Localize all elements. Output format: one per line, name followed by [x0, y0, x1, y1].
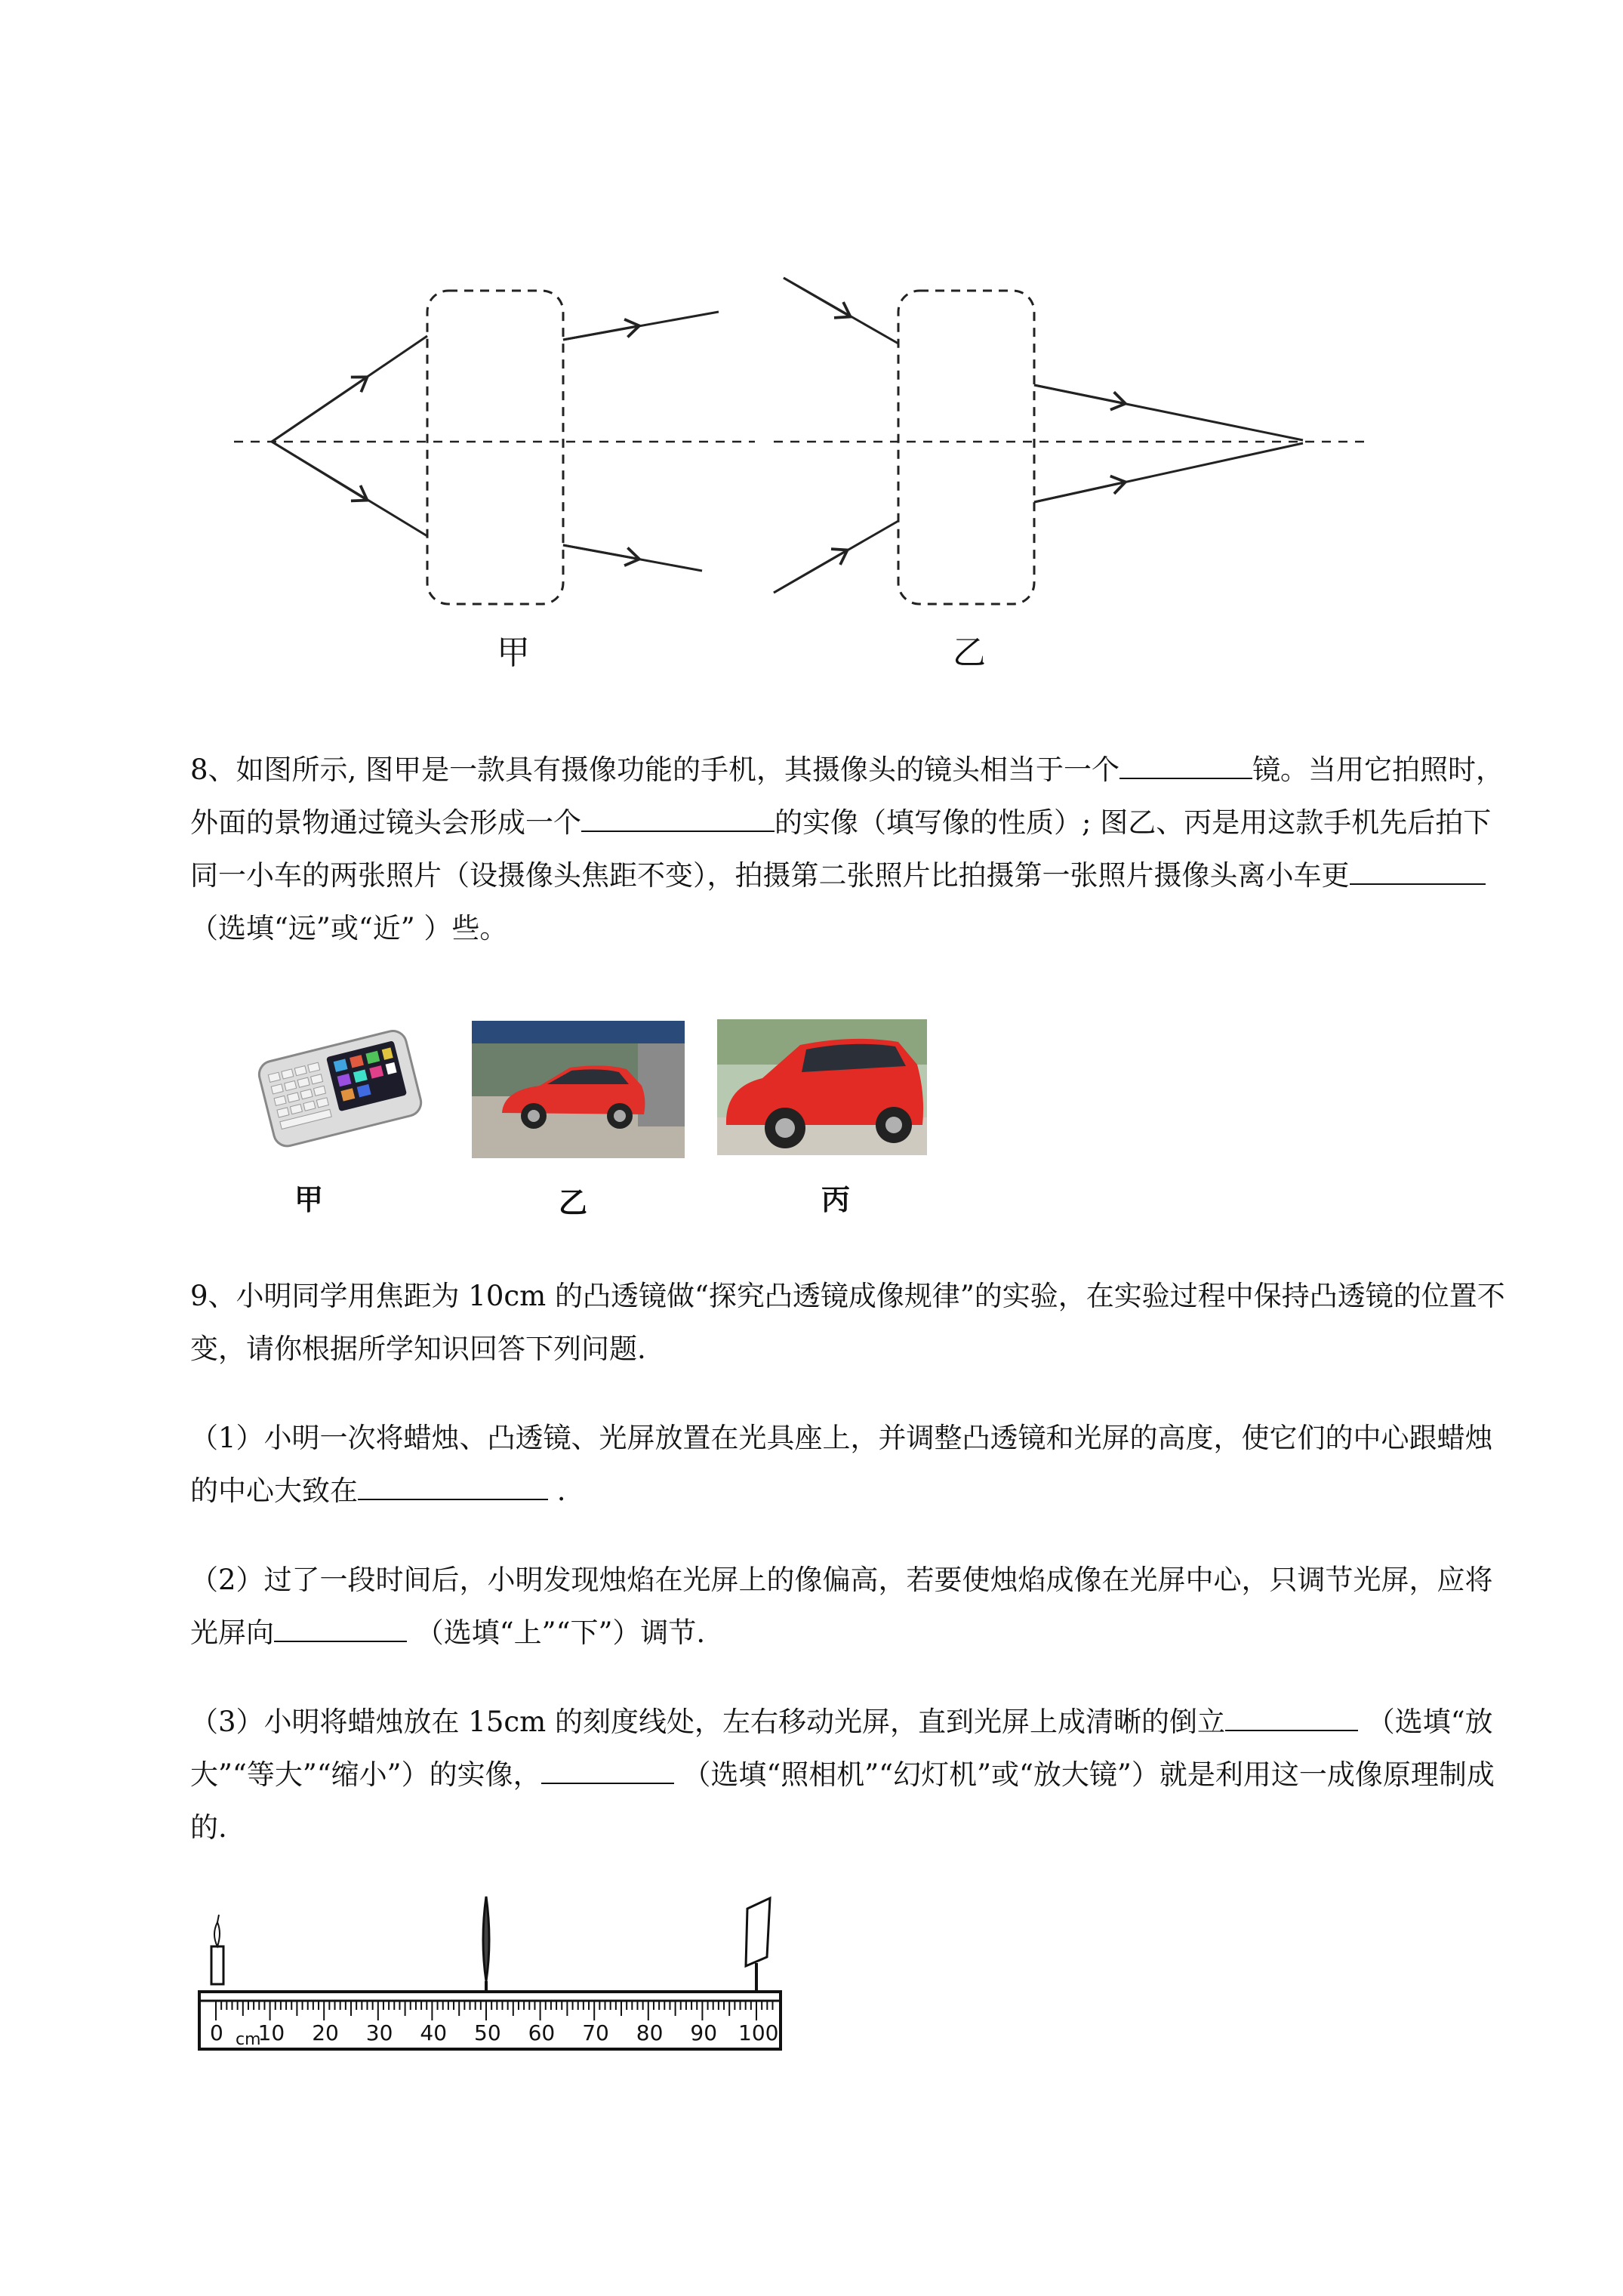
q8-blank-2[interactable]: [581, 800, 775, 832]
lens-ray-diagram: [0, 0, 1623, 680]
phone-image: [249, 1019, 427, 1155]
question-9-sub2: [190, 1554, 1519, 1660]
car-photo-bing: [717, 1019, 927, 1155]
bench-tick-label: 70: [582, 2020, 609, 2045]
label-yi: 乙: [953, 633, 986, 672]
question-8: [190, 744, 1519, 955]
bench-tick-label: 40: [420, 2020, 448, 2045]
q8-text-1: 8、如图所示, 图甲是一款具有摄像功能的手机，其摄像头的镜头相当于一个: [190, 754, 1120, 786]
bench-tick-label: 100: [738, 2020, 779, 2045]
question-9-intro: 9、小明同学用焦距为 10cm 的凸透镜做“探究凸透镜成像规律”的实验，在实验过程中保持凸透镜的位置不变，请你根据所学知识回答下列问题.: [190, 1280, 1505, 1365]
label-jia: 甲: [497, 633, 530, 672]
bench-tick-label: 30: [365, 2020, 393, 2045]
q9-sub1-blank[interactable]: [358, 1469, 548, 1500]
rays-yi: [774, 278, 1303, 593]
bench-tick-label: 80: [636, 2020, 664, 2045]
label-car-bing: 丙: [821, 1183, 851, 1216]
q9-sub3-text-3: （选填“照相机”“幻灯机”或“放大镜”）就是利用这一成像原理制成的.: [190, 1758, 1495, 1844]
q8-text-2: 镜。当用它拍照时，外面的景物通过镜头会形成一个: [190, 754, 1504, 839]
bench-tick-label: 50: [474, 2020, 501, 2045]
car-photo-yi: [472, 1021, 685, 1158]
q9-sub3-blank-1[interactable]: [1225, 1700, 1358, 1731]
bench-tick-label: 90: [690, 2020, 718, 2045]
q9-sub2-text-1: （2）过了一段时间后，小明发现烛焰在光屏上的像偏高，若要使烛焰成像在光屏中心，只调节光屏，应将光屏向: [190, 1564, 1493, 1649]
optical-bench: [189, 1888, 793, 2061]
q9-sub3-text-2: （选填“放大”“等大”“缩小”）的实像，: [190, 1706, 1493, 1791]
lens-box-jia: [427, 291, 563, 604]
q8-text-3: 的实像（填写像的性质）; 图乙、丙是用这款手机先后拍下同一小车的两张照片（设摄像头焦距不变），拍摄第二张照片比拍摄第一张照片摄像头离小车更: [190, 806, 1492, 892]
q9-sub1-text-1: （1）小明一次将蜡烛、凸透镜、光屏放置在光具座上，并调整凸透镜和光屏的高度，使它们的中心跟蜡烛的中心大致在: [190, 1422, 1493, 1507]
bench-tick-label: 60: [528, 2020, 556, 2045]
q9-sub3-blank-2[interactable]: [541, 1752, 674, 1784]
lens-box-yi: [898, 291, 1034, 604]
bench-tick-label: 20: [312, 2020, 339, 2045]
question-9-sub1: [190, 1412, 1519, 1518]
question-9-sub3: [190, 1696, 1519, 1854]
q8-text-4: （选填“远”或“近” ）些。: [190, 912, 508, 945]
q9-sub2-text-2: （选填“上”“下”）调节.: [407, 1616, 706, 1649]
label-car-yi: 乙: [559, 1186, 588, 1219]
q9-sub2-blank[interactable]: [274, 1610, 407, 1642]
label-phone: 甲: [294, 1183, 324, 1216]
q8-blank-1[interactable]: [1119, 747, 1252, 779]
bench-unit: cm: [236, 2030, 261, 2049]
q9-sub3-text-1: （3）小明将蜡烛放在 15cm 的刻度线处，左右移动光屏，直到光屏上成清晰的倒立: [190, 1706, 1225, 1738]
q9-sub1-text-2: .: [548, 1475, 566, 1507]
q8-blank-3[interactable]: [1350, 853, 1486, 885]
convex-lens: [483, 1897, 489, 1992]
bench-tick-label: 0: [210, 2020, 223, 2045]
light-screen: [746, 1898, 770, 1992]
candle: [211, 1915, 223, 1984]
bench-tick-label: 10: [257, 2020, 285, 2045]
